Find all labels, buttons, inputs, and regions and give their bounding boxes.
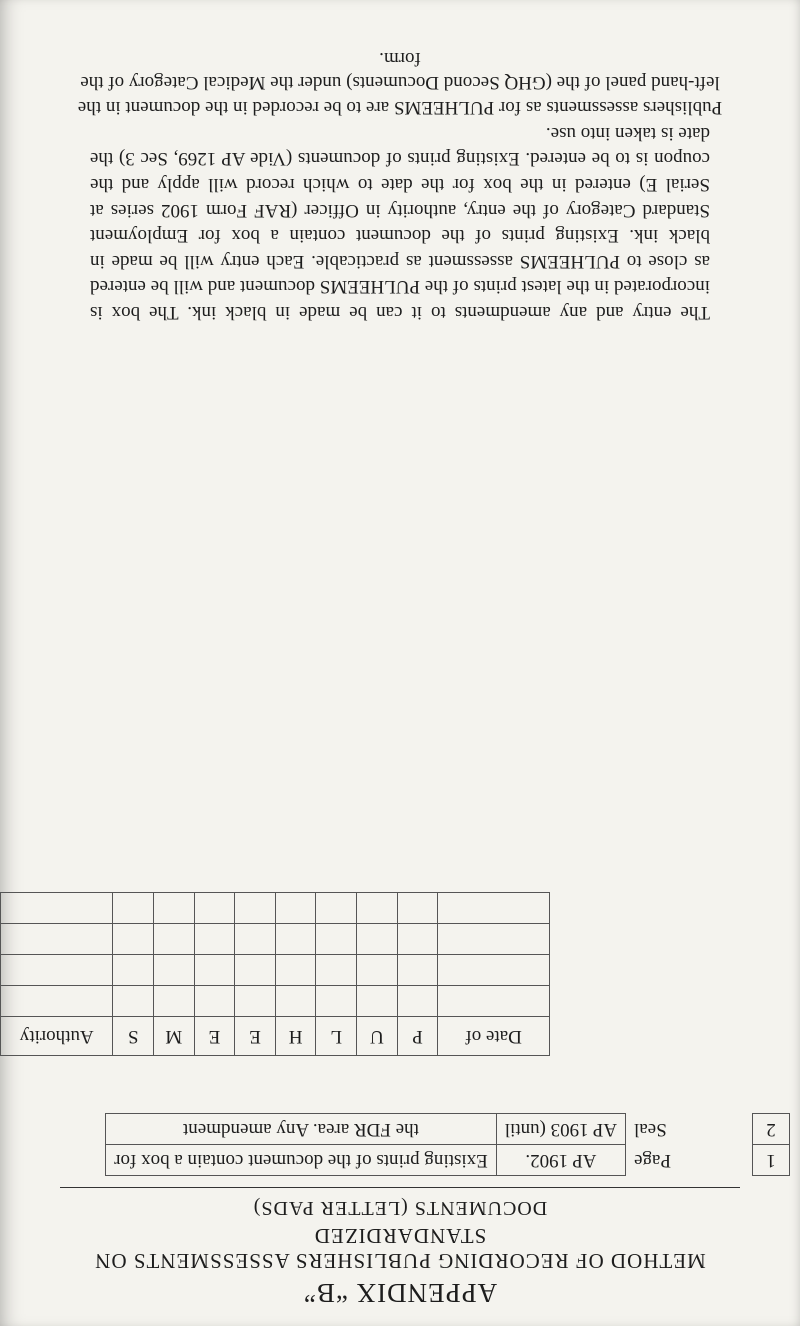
row-cell: AP 1903 (until — [496, 1114, 625, 1145]
grid-letter: M — [154, 1017, 195, 1056]
row-label: Seal — [634, 1119, 667, 1141]
grid-letter: U — [357, 1017, 398, 1056]
footer-paragraph: The entry and any amendments to it can be made in black ink. The box is incorporated in the latest prints of the PULHEEMS document and will be entered as close to PULHEEMS assessment as practicable. Each entry will be made in black ink. Existing prints of the document contain a box for Employment Standard Category of the entry, authority in Officer (RAF Form 1902 series at Serial E) entered in the box for the date to which record will apply and the coupon is to be entered. Existing prints of documents (Vide AP 1269, Sec 3) the date is taken into use. — [90, 122, 710, 324]
grid-letter: E — [194, 1017, 235, 1056]
header-line-3: DOCUMENTS (LETTER PADS) — [252, 1197, 548, 1219]
grid-col-header: Authority — [1, 1017, 113, 1056]
grid-row — [1, 955, 550, 986]
row-cell: Existing prints of the document contain a box for — [106, 1145, 497, 1176]
grid-row — [1, 986, 550, 1017]
grid-row — [1, 893, 550, 924]
grid-letter: H — [275, 1017, 316, 1056]
summary-row — [106, 1114, 790, 1145]
row-cell: AP 1902. — [496, 1145, 625, 1176]
grid-letter: P — [397, 1017, 438, 1056]
grid-row — [1, 924, 550, 955]
grid-col-header: Date of — [438, 1017, 550, 1056]
row-number: 2 — [753, 1114, 790, 1145]
appendix-title: APPENDIX “B” — [302, 1278, 498, 1308]
footer-note: Publishers assessments as for PULHEEMS are to be recorded in the document in the left-hand panel of the (GHQ Second Documents) under the Medical Category of the form. — [77, 47, 723, 119]
assessment-grid — [0, 892, 550, 1056]
page-header — [40, 1187, 760, 1308]
header-rule — [60, 1187, 740, 1188]
grid-letter: E — [235, 1017, 276, 1056]
row-number: 1 — [753, 1145, 790, 1176]
grid-letter: S — [113, 1017, 154, 1056]
summary-row — [106, 1145, 790, 1176]
header-line-2: METHOD OF RECORDING PUBLISHERS ASSESSMENTS ON STANDARDIZED — [94, 1224, 706, 1273]
row-label: Page — [634, 1150, 671, 1172]
summary-table — [105, 1113, 790, 1176]
grid-header-row — [1, 1017, 550, 1056]
grid-letter: L — [316, 1017, 357, 1056]
row-cell: the FDR area. Any amendment — [106, 1114, 497, 1145]
